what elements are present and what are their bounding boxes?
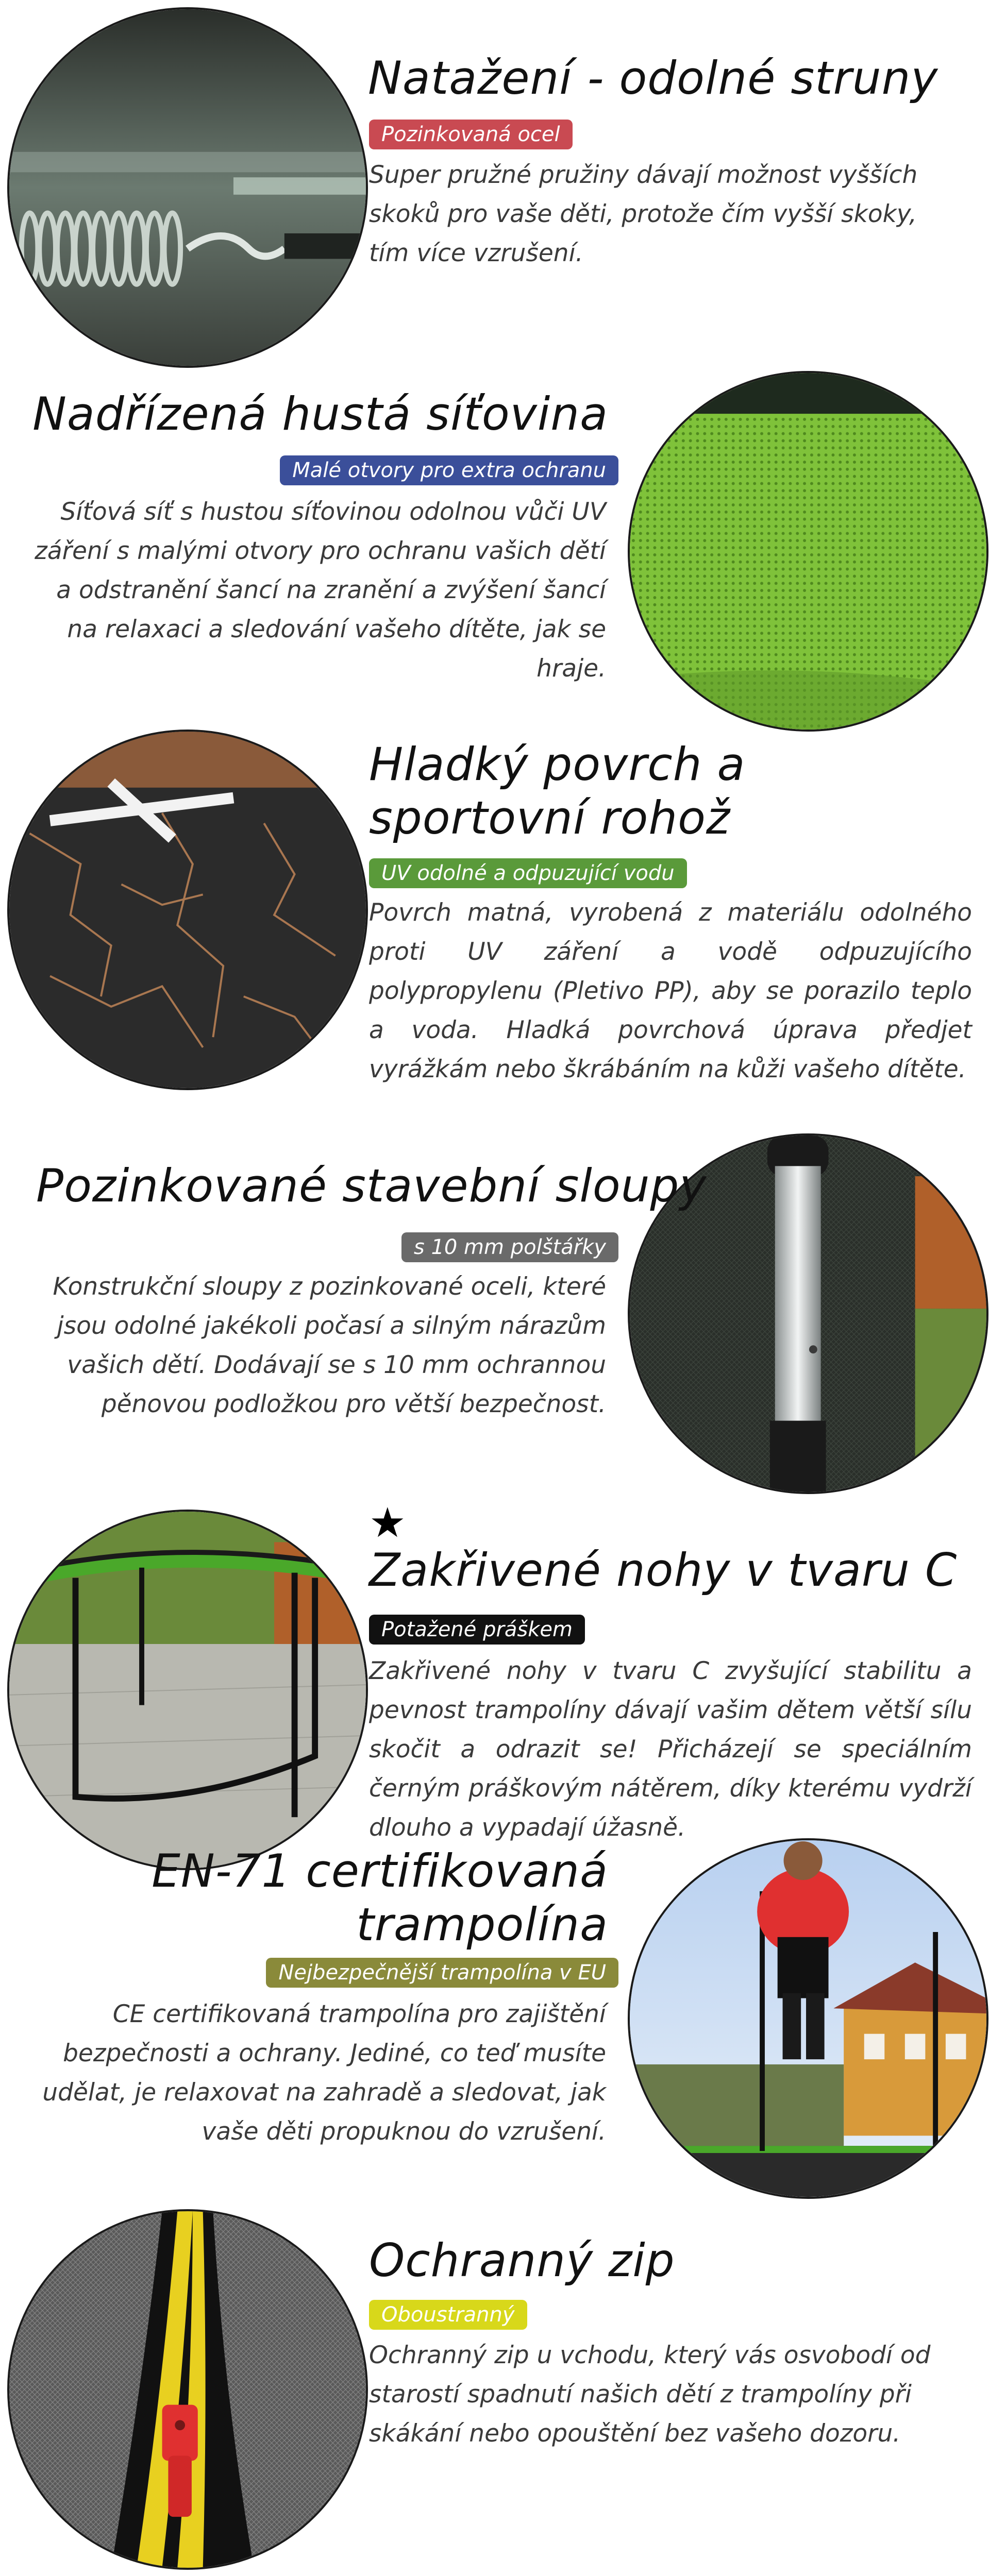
green-mesh-image <box>628 371 988 732</box>
zipper-image <box>7 2209 368 2570</box>
feature-badge: Oboustranný <box>369 2300 527 2330</box>
feature-title: Ochranný zip <box>369 2234 675 2287</box>
feature-badge: UV odolné a odpuzující vodu <box>369 858 687 888</box>
feature-title-line1: EN-71 certifikovaná <box>152 1844 608 1897</box>
feature-badge: Nejbezpečnější trampolína v EU <box>266 1958 618 1988</box>
feature-title: Natažení - odolné struny <box>368 52 938 105</box>
feature-mat <box>0 721 1006 1113</box>
feature-title: Nadřízená hustá síťovina <box>32 387 608 440</box>
feature-title <box>21 1844 608 1952</box>
feature-certified <box>0 1834 1006 2205</box>
feature-description: Ochranný zip u vchodu, který vás osvobodí od starostí spadnutí našich dětí z trampolíny při skákání nebo opouštění bez vašeho dozoru. <box>369 2341 931 2448</box>
feature-description: Povrch matná, vyrobená z materiálu odolného proti UV záření a vodě odpuzujícího polypropylenu (Pletivo PP), aby se porazilo teplo a voda. Hladká povrchová úprava předjet vyrážkám nebo škrábáním na kůži vašeho dítěte. <box>369 899 972 1083</box>
feature-title: Hladký povrch a sportovní rohož <box>369 738 746 844</box>
star-icon: ★ <box>369 1499 406 1547</box>
feature-description: Zakřivené nohy v tvaru C zvyšující stabilitu a pevnost trampolíny dávají vašim dětem větší sílu skočit a odrazit se! Přicházejí se speciálním černým práškovým nátěrem, díky kterému vydrží dlouho a vypadají úžasně. <box>369 1657 972 1842</box>
feature-legs <box>0 1494 1006 1886</box>
feature-description: Síťová síť s hustou síťovinou odolnou vůči UV záření s malými otvory pro ochranu vašich dětí a odstranění šancí na zranění a zvýšení šancí na relaxaci a sledování vašeho dítěte, jak se hraje. <box>35 498 606 683</box>
feature-badge: Potažené práškem <box>369 1615 585 1645</box>
feature-description: Super pružné pružiny dávají možnost vyšších skoků pro vaše děti, protože čím vyšší skoky, tím více vzrušení. <box>369 161 918 267</box>
feature-springs <box>0 0 1006 371</box>
jumping-kid-image <box>628 1838 988 2199</box>
c-legs-image <box>7 1510 368 1870</box>
feature-poles <box>0 1113 1006 1494</box>
feature-description: Konstrukční sloupy z pozinkované oceli, které jsou odolné jakékoli počasí a silným nárazům vašich dětí. Dodávají se s 10 mm ochrannou pěnovou podložkou pro větší bezpečnost. <box>53 1273 606 1418</box>
feature-title: Pozinkované stavební sloupy <box>36 1159 707 1212</box>
feature-badge: s 10 mm polštářky <box>401 1232 618 1262</box>
feature-title-line2: trampolína <box>356 1898 608 1951</box>
feature-description: CE certifikovaná trampolína pro zajištění bezpečnosti a ochrany. Jediné, co teď musíte udělat, je relaxovat na zahradě a sledovat, jak vaše děti propuknou do vzrušení. <box>42 2000 606 2146</box>
feature-zipper <box>0 2205 1006 2576</box>
feature-title: Zakřivené nohy v tvaru C <box>369 1544 958 1597</box>
feature-mesh <box>0 371 1006 732</box>
wet-mat-image <box>7 730 368 1090</box>
feature-badge: Pozinkovaná ocel <box>369 120 573 149</box>
feature-badge: Malé otvory pro extra ochranu <box>280 455 618 485</box>
spring-hook-image <box>7 7 368 368</box>
